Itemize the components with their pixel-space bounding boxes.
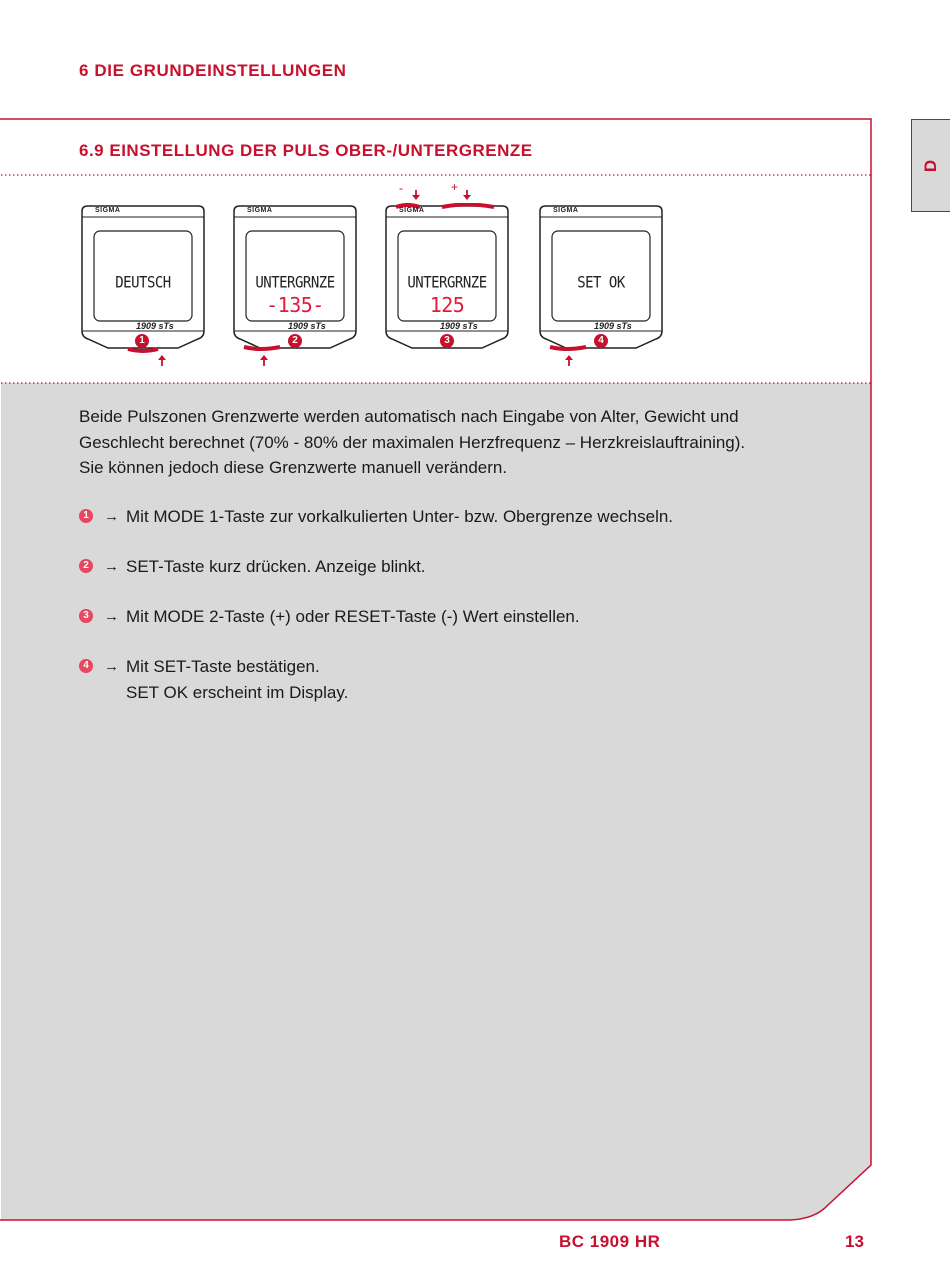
arrow-right-icon: → [104, 658, 119, 675]
screen-line-1: UNTERGRNZE [255, 273, 335, 293]
step-number: 4 [79, 659, 93, 673]
model-label: 1909 sTs [594, 321, 632, 331]
arrow-right-icon: → [104, 558, 119, 575]
model-label: 1909 sTs [440, 321, 478, 331]
step-number: 1 [79, 509, 93, 523]
brand-logo: SIGMA [399, 207, 425, 214]
model-label: 1909 sTs [288, 321, 326, 331]
step-text: SET-Taste kurz drücken. Anzeige blinkt. [126, 557, 426, 576]
step-number: 2 [79, 559, 93, 573]
screen-line-2: 125 [429, 293, 465, 317]
arrow-up-icon [158, 355, 166, 366]
screen-line-1: UNTERGRNZE [407, 273, 487, 293]
minus-label: - [399, 181, 403, 195]
screen-line-1: DEUTSCH [115, 273, 171, 293]
step-number: 3 [79, 609, 93, 623]
step-marker: 1 [135, 334, 149, 348]
arrow-right-icon: → [104, 508, 119, 525]
screen-line-1: SET OK [577, 273, 625, 293]
step-text-continued: SET OK erscheint im Display. [126, 682, 349, 702]
intro-line: Geschlecht berechnet (70% - 80% der maximalen Herzfrequenz – Herzkreislauftraining). [79, 432, 746, 452]
arrow-up-icon [260, 355, 268, 366]
side-tab-label: D [921, 159, 940, 173]
plus-label: + [451, 180, 459, 194]
arrow-up-icon [565, 355, 573, 366]
screen-line-2: -135- [266, 293, 324, 317]
step-marker: 3 [440, 334, 454, 348]
step-text: Mit MODE 1-Taste zur vorkalkulierten Unter- bzw. Obergrenze wechseln. [126, 507, 674, 526]
model-label: 1909 sTs [136, 321, 174, 331]
arrow-down-icon [412, 190, 420, 200]
step-text: Mit SET-Taste bestätigen. [126, 657, 320, 676]
step-marker: 2 [288, 334, 302, 348]
chapter-heading: 6 DIE GRUNDEINSTELLUNGEN [79, 61, 347, 80]
footer-model-name: BC 1909 HR [559, 1232, 661, 1251]
brand-logo: SIGMA [553, 207, 579, 214]
button-arrows [0, 0, 950, 400]
arrow-right-icon: → [104, 608, 119, 625]
intro-paragraph [79, 404, 849, 481]
arrow-down-icon [463, 190, 471, 200]
brand-logo: SIGMA [95, 207, 121, 214]
page-number: 13 [845, 1232, 864, 1251]
step-marker: 4 [594, 334, 608, 348]
intro-line: Sie können jedoch diese Grenzwerte manuell verändern. [79, 458, 508, 477]
step-text: Mit MODE 2-Taste (+) oder RESET-Taste (-) Wert einstellen. [126, 607, 580, 626]
intro-line: Beide Pulszonen Grenzwerte werden automatisch nach Eingabe von Alter, Gewicht und [79, 407, 739, 426]
section-heading: 6.9 EINSTELLUNG DER PULS OBER-/UNTERGRENZE [79, 141, 533, 160]
brand-logo: SIGMA [247, 207, 273, 214]
